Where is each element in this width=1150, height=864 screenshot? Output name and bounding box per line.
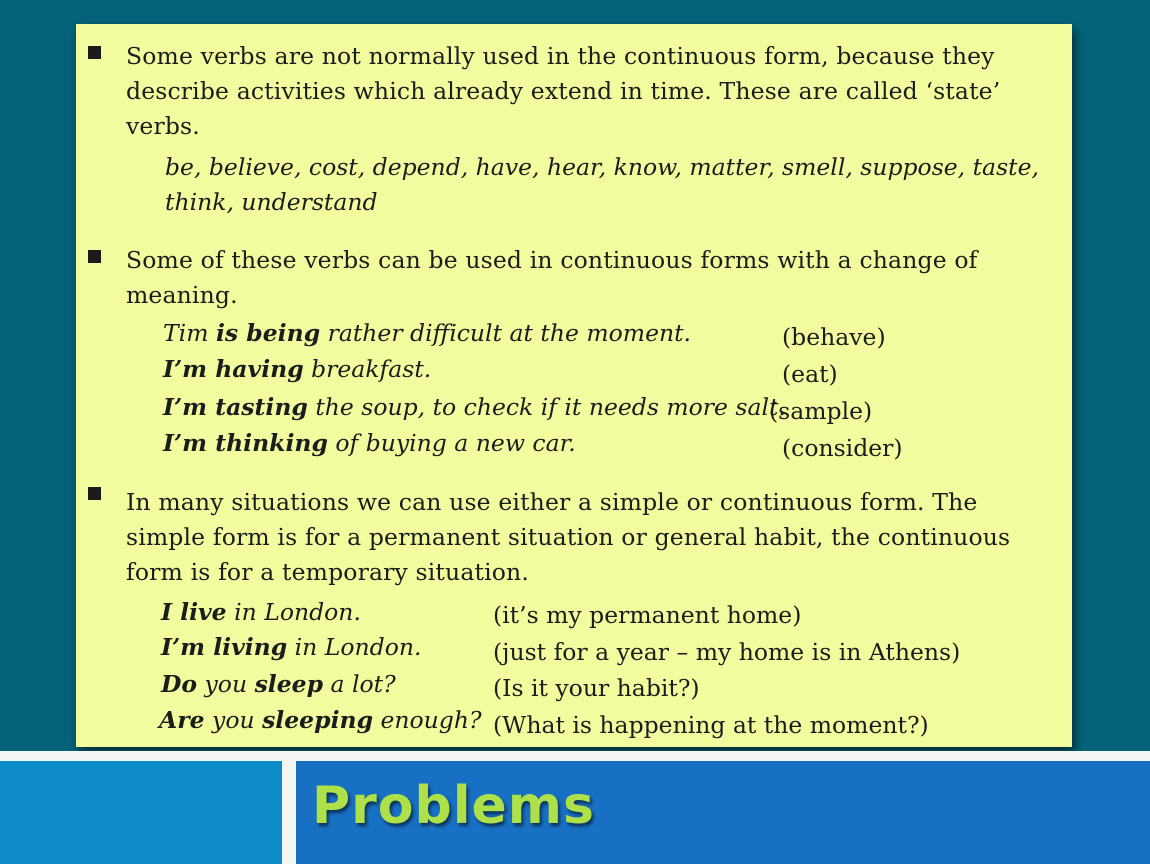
example-sentence: Tim is being rather difficult at the moment.: [163, 319, 692, 347]
slide-title: Problems: [312, 776, 595, 836]
example-meaning: (What is happening at the moment?): [493, 711, 929, 739]
example-sentence: I’m living in London.: [161, 633, 422, 661]
example-meaning: (consider): [782, 434, 903, 462]
footer-separator: [282, 761, 296, 864]
bullet-square: [88, 46, 101, 59]
paragraph-simple-vs-continuous: In many situations we can use either a simple or continuous form. The simple form is for a permanent situation or general habit, the continuous form is for a temporary situation.: [126, 488, 1011, 586]
example-sentence: Are you sleeping enough?: [159, 706, 482, 734]
paragraph-change-of-meaning: Some of these verbs can be used in continuous forms with a change of meaning.: [126, 246, 978, 309]
example-meaning: (behave): [782, 323, 886, 351]
bullet-square: [88, 487, 101, 500]
example-meaning: (just for a year – my home is in Athens): [493, 638, 961, 666]
example-sentence: I’m having breakfast.: [163, 355, 432, 383]
bullet-square: [88, 250, 101, 263]
example-sentence: I’m tasting the soup, to check if it needs more salt.: [163, 393, 786, 421]
example-meaning: (eat): [782, 360, 838, 388]
divider-band: [0, 751, 1150, 761]
state-verbs-list: be, believe, cost, depend, have, hear, know, matter, smell, suppose, taste, think, understand: [165, 153, 1039, 216]
example-sentence: I live in London.: [161, 598, 361, 626]
example-meaning: (Is it your habit?): [493, 674, 700, 702]
example-sentence: Do you sleep a lot?: [161, 670, 396, 698]
paragraph-state-verbs: Some verbs are not normally used in the continuous form, because they describe activities which already extend in time. These are called ‘state’ verbs.: [126, 42, 1001, 140]
example-sentence: I’m thinking of buying a new car.: [163, 429, 576, 457]
example-meaning: (it’s my permanent home): [493, 601, 802, 629]
grammar-card: [76, 24, 1072, 747]
footer-left-panel: [0, 761, 282, 864]
example-meaning: (sample): [769, 397, 873, 425]
